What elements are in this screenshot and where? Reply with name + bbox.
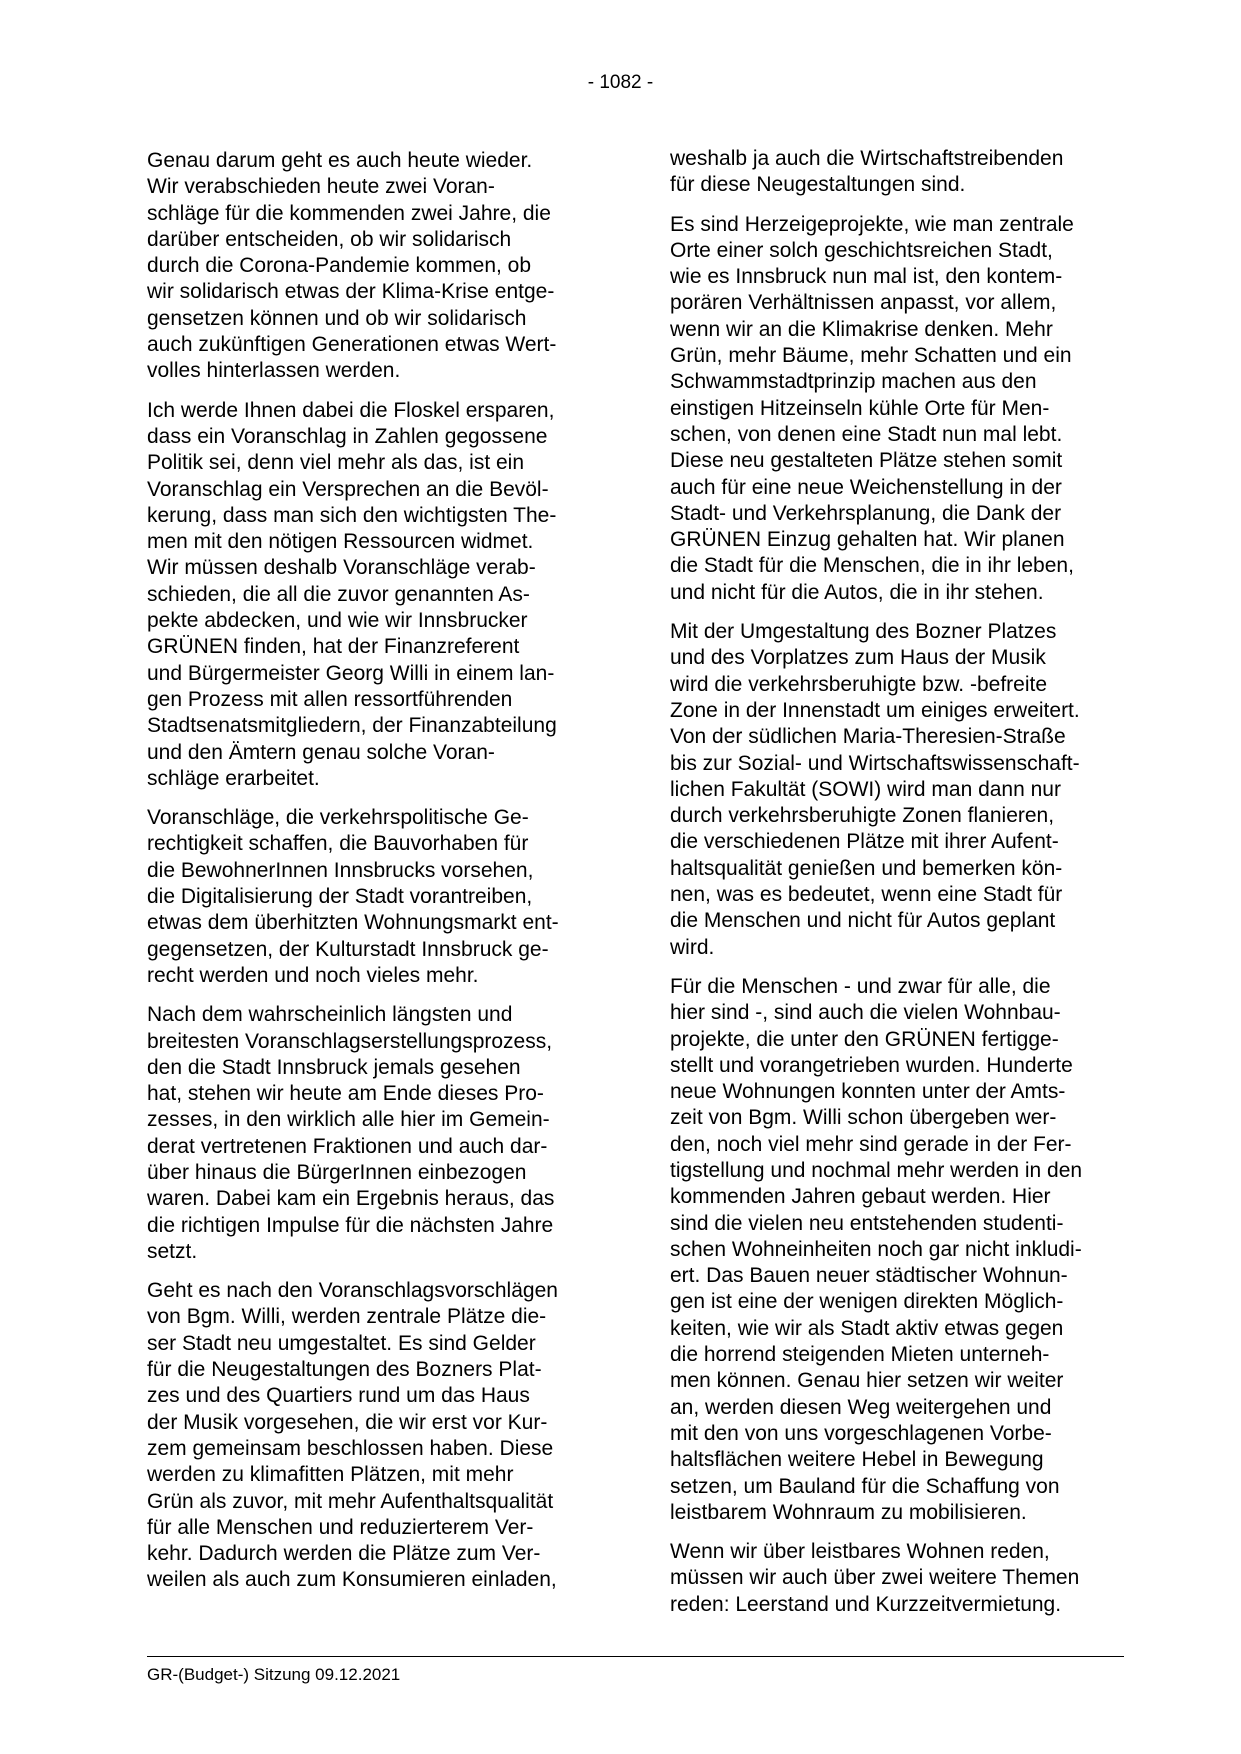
text-line: tigstellung und nochmal mehr werden in den	[670, 1158, 1083, 1182]
text-line: gegensetzen, der Kulturstadt Innsbruck ge-	[147, 937, 549, 961]
text-line: müssen wir auch über zwei weitere Themen	[670, 1566, 1080, 1590]
text-line: lichen Fakultät (SOWI) wird man dann nur	[670, 777, 1061, 801]
text-line: waren. Dabei kam ein Ergebnis heraus, das	[147, 1187, 555, 1211]
paragraph	[147, 1002, 601, 1265]
text-line: Genau darum geht es auch heute wieder.	[147, 149, 533, 172]
text-line: weilen als auch zum Konsumieren einladen,	[147, 1568, 557, 1592]
text-line: gen ist eine der wenigen direkten Möglich-	[670, 1290, 1064, 1314]
text-line: Voranschläge, die verkehrspolitische Ge-	[147, 806, 529, 830]
text-line: für diese Neugestaltungen sind.	[670, 173, 966, 197]
text-line: zesses, in den wirklich alle hier im Gemein-	[147, 1108, 550, 1132]
text-line: Stadt- und Verkehrsplanung, die Dank der	[670, 501, 1062, 525]
text-line: men können. Genau hier setzen wir weiter	[670, 1369, 1064, 1393]
text-line: an, werden diesen Weg weitergehen und	[670, 1395, 1052, 1419]
text-line: der Musik vorgesehen, die wir erst vor Kur-	[147, 1410, 548, 1434]
text-line: zem gemeinsam beschlossen haben. Diese	[147, 1436, 554, 1460]
text-line: rechtigkeit schaffen, die Bauvorhaben für	[147, 832, 529, 856]
text-line: sind die vielen neu entstehenden studenti-	[670, 1211, 1064, 1235]
text-line: reden: Leerstand und Kurzzeitvermietung.	[670, 1592, 1062, 1616]
text-line: etwas dem überhitzten Wohnungsmarkt ent-	[147, 911, 559, 935]
text-line: für die Neugestaltungen des Bozners Plat-	[147, 1358, 542, 1382]
text-line: wird die verkehrsberuhigte bzw. -befreite	[670, 672, 1048, 696]
text-line: GRÜNEN Einzug gehalten hat. Wir planen	[670, 528, 1065, 552]
footer-session-label: GR-(Budget-) Sitzung 09.12.2021	[147, 1665, 401, 1684]
text-line: setzen, um Bauland für die Schaffung von	[670, 1474, 1060, 1498]
paragraph	[670, 619, 1124, 961]
text-line: darüber entscheiden, ob wir solidarisch	[147, 227, 512, 251]
text-line: und nicht für die Autos, die in ihr stehen.	[670, 580, 1044, 604]
paragraph	[147, 148, 601, 385]
text-line: recht werden und noch vieles mehr.	[147, 963, 479, 987]
text-line: setzt.	[147, 1239, 198, 1263]
text-line: Schwammstadtprinzip machen aus den	[670, 370, 1037, 394]
text-line: die Menschen und nicht für Autos geplant	[670, 909, 1056, 933]
left-column	[147, 148, 601, 1607]
text-line: mit den von uns vorgeschlagenen Vorbe-	[670, 1421, 1052, 1445]
text-line: von Bgm. Willi, werden zentrale Plätze die-	[147, 1305, 547, 1329]
text-line: gensetzen können und ob wir solidarisch	[147, 306, 527, 330]
text-line: kerung, dass man sich den wichtigsten The-	[147, 503, 557, 527]
text-line: hier sind -, sind auch die vielen Wohnbau-	[670, 1001, 1061, 1025]
text-line: ert. Das Bauen neuer städtischer Wohnun-	[670, 1264, 1068, 1288]
text-line: den, noch viel mehr sind gerade in der Fer-	[670, 1132, 1072, 1156]
text-line: Wir müssen deshalb Voranschläge verab-	[147, 556, 536, 580]
text-line: wenn wir an die Klimakrise denken. Mehr	[670, 317, 1053, 341]
text-line: zes und des Quartiers rund um das Haus	[147, 1384, 530, 1408]
page-number: - 1082 -	[587, 72, 654, 93]
text-line: breitesten Voranschlagserstellungsprozess,	[147, 1029, 553, 1053]
text-line: durch verkehrsberuhigte Zonen flanieren,	[670, 804, 1055, 828]
text-line: gen Prozess mit allen ressortführenden	[147, 687, 513, 711]
text-line: haltsflächen weitere Hebel in Bewegung	[670, 1448, 1044, 1472]
text-line: Wir verabschieden heute zwei Voran-	[147, 175, 495, 199]
text-line: nen, was es bedeutet, wenn eine Stadt für	[670, 883, 1063, 907]
text-line: bis zur Sozial- und Wirtschaftswissenschaft-	[670, 751, 1080, 775]
text-line: zeit von Bgm. Willi schon übergeben wer-	[670, 1106, 1057, 1130]
text-line: auch für eine neue Weichenstellung in der	[670, 475, 1062, 499]
text-line: keiten, wie wir als Stadt aktiv etwas gegen	[670, 1316, 1064, 1340]
text-line: kommenden Jahren gebaut werden. Hier	[670, 1185, 1051, 1209]
paragraph	[670, 974, 1124, 1526]
text-line: wir solidarisch etwas der Klima-Krise entge-	[147, 280, 555, 304]
paragraph	[147, 1278, 601, 1594]
text-line: Politik sei, denn viel mehr als das, ist ein	[147, 451, 525, 475]
text-line: schen, von denen eine Stadt nun mal lebt.	[670, 422, 1063, 446]
text-line: kehr. Dadurch werden die Plätze zum Ver-	[147, 1542, 541, 1566]
text-line: Diese neu gestalteten Plätze stehen somit	[670, 449, 1063, 473]
text-line: derat vertretenen Fraktionen und auch dar-	[147, 1134, 548, 1158]
text-line: die Stadt für die Menschen, die in ihr leben,	[670, 554, 1074, 578]
paragraph	[147, 398, 601, 792]
text-line: Es sind Herzeigeprojekte, wie man zentrale	[670, 212, 1074, 236]
text-line: porären Verhältnissen anpasst, vor allem,	[670, 291, 1057, 315]
text-line: schläge erarbeitet.	[147, 766, 320, 790]
text-line: für alle Menschen und reduzierterem Ver-	[147, 1515, 534, 1539]
text-line: leistbarem Wohnraum zu mobilisieren.	[670, 1500, 1027, 1524]
text-line: die verschiedenen Plätze mit ihrer Aufent-	[670, 830, 1059, 854]
text-line: Von der südlichen Maria-Theresien-Straße	[670, 725, 1066, 749]
text-line: men mit den nötigen Ressourcen widmet.	[147, 530, 534, 554]
text-line: die richtigen Impulse für die nächsten Jahre	[147, 1213, 554, 1237]
text-line: neue Wohnungen konnten unter der Amts-	[670, 1080, 1066, 1104]
text-line: schen Wohneinheiten noch gar nicht inkludi-	[670, 1237, 1082, 1261]
text-line: Nach dem wahrscheinlich längsten und	[147, 1003, 513, 1027]
text-line: Stadtsenatsmitgliedern, der Finanzabteilung	[147, 714, 557, 738]
text-line: Mit der Umgestaltung des Bozner Platzes	[670, 620, 1057, 644]
text-line: auch zukünftigen Generationen etwas Wert-	[147, 333, 557, 357]
text-line: haltsqualität genießen und bemerken kön-	[670, 856, 1063, 880]
text-line: Ich werde Ihnen dabei die Floskel ersparen,	[147, 398, 555, 422]
text-line: Für die Menschen - und zwar für alle, die	[670, 974, 1051, 998]
text-line: werden zu klimafitten Plätzen, mit mehr	[147, 1463, 514, 1487]
text-line: wie es Innsbruck nun mal ist, den kontem-	[670, 265, 1063, 289]
text-line: und Bürgermeister Georg Willi in einem lan-	[147, 661, 555, 685]
paragraph	[670, 146, 1124, 199]
text-line: pekte abdecken, und wie wir Innsbrucker	[147, 609, 528, 633]
paragraph	[147, 805, 601, 989]
text-line: wird.	[670, 935, 715, 959]
text-line: über hinaus die BürgerInnen einbezogen	[147, 1160, 527, 1184]
text-line: Grün, mehr Bäume, mehr Schatten und ein	[670, 344, 1072, 368]
text-line: projekte, die unter den GRÜNEN fertigge-	[670, 1027, 1059, 1051]
right-column	[670, 146, 1124, 1631]
text-line: schieden, die all die zuvor genannten As-	[147, 582, 530, 606]
text-line: schläge für die kommenden zwei Jahre, die	[147, 201, 551, 225]
text-line: stellt und vorangetrieben wurden. Hunderte	[670, 1053, 1073, 1077]
text-line: und des Vorplatzes zum Haus der Musik	[670, 646, 1046, 670]
text-line: weshalb ja auch die Wirtschaftstreibenden	[670, 147, 1064, 170]
text-line: einstigen Hitzeinseln kühle Orte für Men-	[670, 396, 1050, 420]
text-line: dass ein Voranschlag in Zahlen gegossene	[147, 424, 548, 448]
paragraph	[670, 1539, 1124, 1618]
text-line: Orte einer solch geschichtsreichen Stadt,	[670, 238, 1053, 262]
paragraph	[670, 212, 1124, 606]
text-line: Voranschlag ein Versprechen an die Bevöl-	[147, 477, 549, 501]
text-line: Geht es nach den Voranschlagsvorschlägen	[147, 1279, 558, 1303]
text-line: GRÜNEN finden, hat der Finanzreferent	[147, 635, 520, 659]
text-line: Zone in der Innenstadt um einiges erweitert.	[670, 698, 1080, 722]
text-line: volles hinterlassen werden.	[147, 359, 401, 383]
text-line: Grün als zuvor, mit mehr Aufenthaltsqualität	[147, 1489, 554, 1513]
text-line: durch die Corona-Pandemie kommen, ob	[147, 254, 532, 278]
text-line: die BewohnerInnen Innsbrucks vorsehen,	[147, 858, 534, 882]
text-line: ser Stadt neu umgestaltet. Es sind Gelder	[147, 1331, 536, 1355]
text-line: Wenn wir über leistbares Wohnen reden,	[670, 1540, 1050, 1564]
text-line: hat, stehen wir heute am Ende dieses Pro-	[147, 1082, 544, 1106]
footer-divider	[147, 1656, 1124, 1657]
text-line: die horrend steigenden Mieten unterneh-	[670, 1343, 1050, 1367]
text-line: die Digitalisierung der Stadt vorantreiben,	[147, 885, 533, 909]
text-line: den die Stadt Innsbruck jemals gesehen	[147, 1055, 521, 1079]
text-line: und den Ämtern genau solche Voran-	[147, 740, 495, 764]
